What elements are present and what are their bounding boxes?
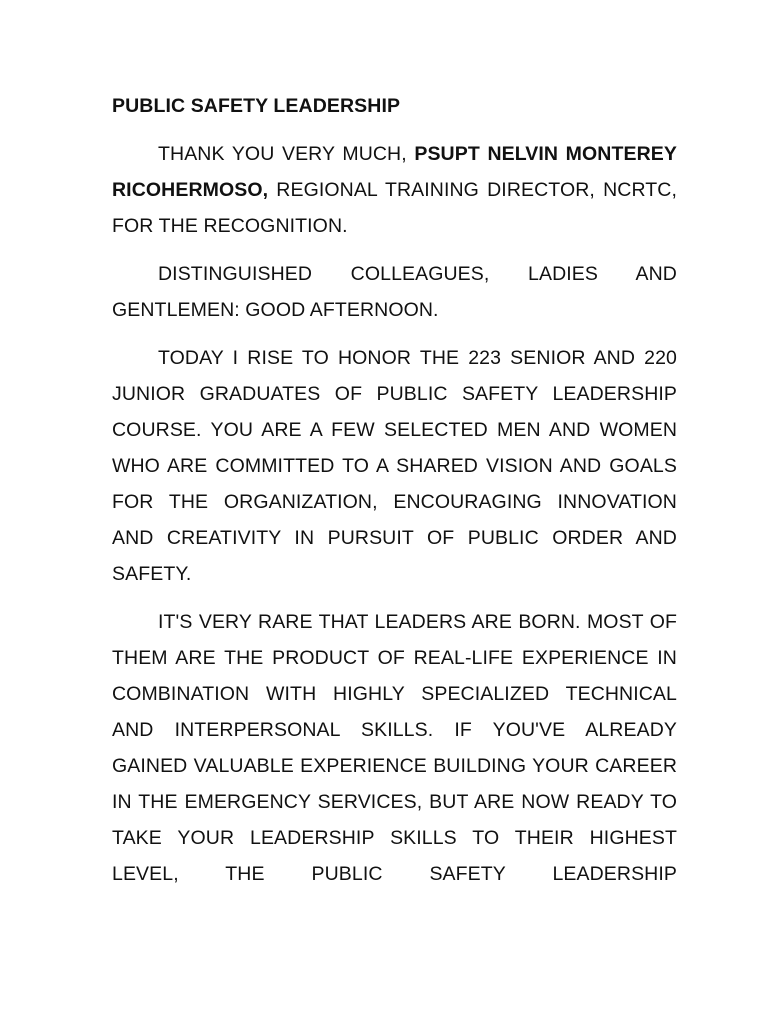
paragraph-honor-graduates: TODAY I RISE TO HONOR THE 223 SENIOR AND 220 JUNIOR GRADUATES OF PUBLIC SAFETY LEADERSHIP COURSE. YOU ARE A FEW SELECTED MEN AND WOMEN WHO ARE COMMITTED TO A SHARED VISION AND GOALS FOR THE ORGANIZATION, ENCOURAGING INNOVATION AND CREATIVITY IN PURSUIT OF PUBLIC ORDER AND SAFETY.: [112, 347, 677, 585]
paragraph-thanks: [112, 136, 677, 244]
document-page: [112, 88, 677, 892]
paragraph-greeting: DISTINGUISHED COLLEAGUES, LADIES AND GENTLEMEN: GOOD AFTERNOON.: [112, 263, 677, 321]
paragraph-thanks-pre: THANK YOU VERY MUCH,: [158, 143, 415, 165]
honoree-name: PSUPT NELVIN MONTEREY RICOHERMOSO,: [112, 143, 677, 201]
paragraph-thanks-post: REGIONAL TRAINING DIRECTOR, NCRTC, FOR THE RECOGNITION.: [112, 179, 677, 237]
paragraph-leaders: IT'S VERY RARE THAT LEADERS ARE BORN. MOST OF THEM ARE THE PRODUCT OF REAL-LIFE EXPERIENCE IN COMBINATION WITH HIGHLY SPECIALIZED TECHNICAL AND INTERPERSONAL SKILLS. IF YOU'VE ALREADY GAINED VALUABLE EXPERIENCE BUILDING YOUR CAREER IN THE EMERGENCY SERVICES, BUT ARE NOW READY TO TAKE YOUR LEADERSHIP SKILLS TO THEIR HIGHEST LEVEL, THE PUBLIC SAFETY LEADERSHIP: [112, 611, 677, 885]
document-title: PUBLIC SAFETY LEADERSHIP: [112, 95, 401, 117]
